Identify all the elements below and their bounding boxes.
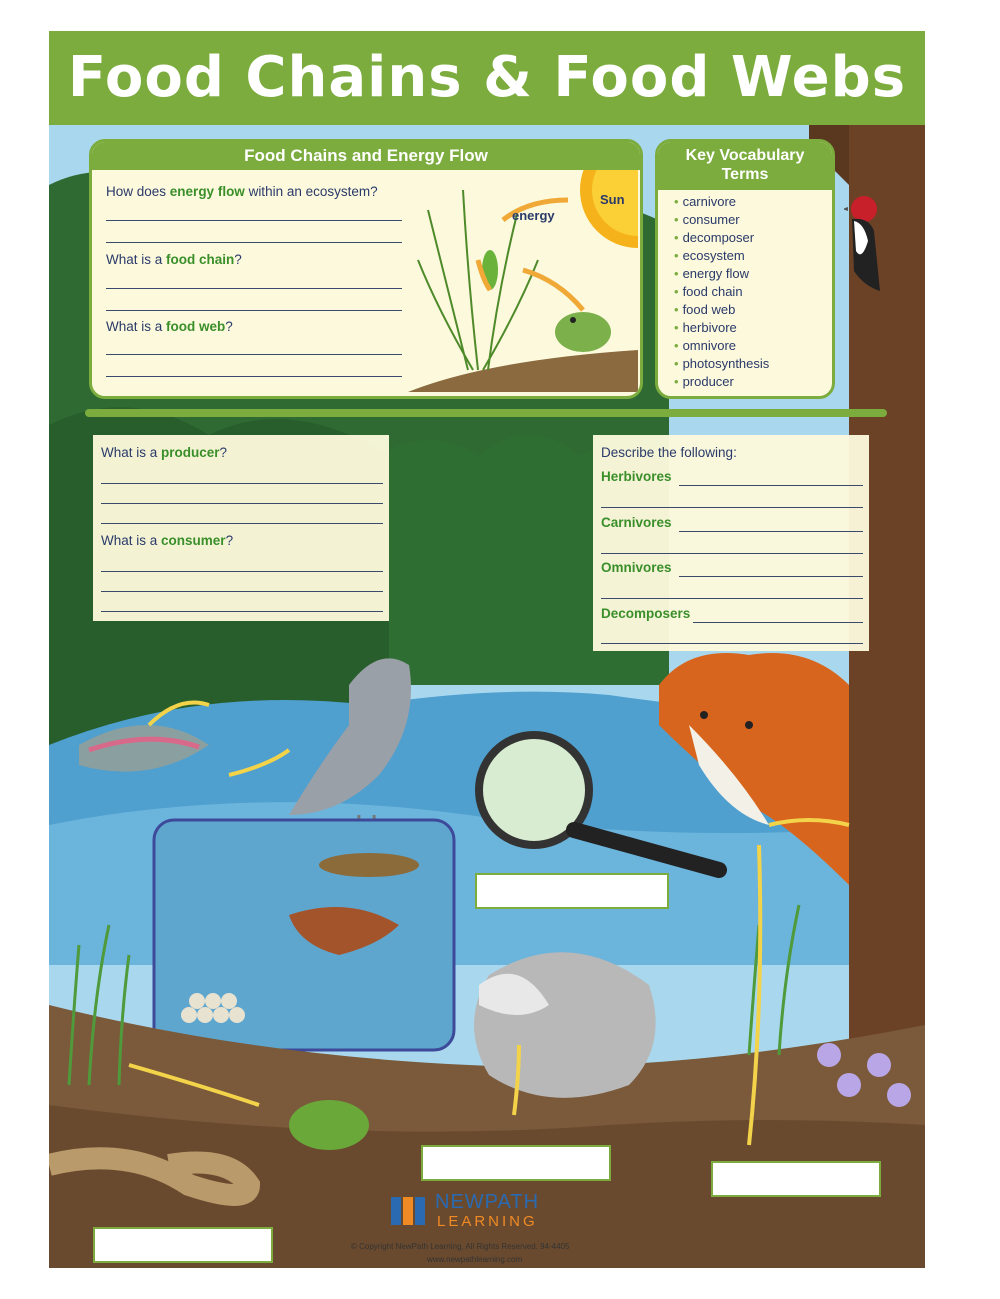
herbivores-label: Herbivores — [601, 469, 672, 484]
newpath-logo — [389, 1191, 579, 1231]
logo-line2: LEARNING — [437, 1213, 538, 1230]
answer-line[interactable] — [679, 485, 863, 486]
decomposers-label: Decomposers — [601, 606, 691, 621]
energy-label: energy — [512, 208, 555, 223]
vocab-term: • energy flow — [674, 266, 749, 281]
energy-flow-panel — [89, 139, 643, 399]
energy-flow-question: How does energy flow within an ecosystem? — [106, 184, 378, 199]
website-url: www.newpathlearning.com — [427, 1255, 523, 1264]
book-logo-icon — [389, 1193, 429, 1229]
food-web-question: What is a food web? — [106, 319, 233, 334]
answer-line[interactable] — [601, 553, 863, 554]
consumer-question: What is a consumer? — [101, 533, 234, 548]
answer-line[interactable] — [106, 354, 402, 355]
answer-line[interactable] — [101, 571, 383, 572]
poster — [49, 31, 925, 1268]
describe-panel — [593, 435, 869, 651]
poster-title: Food Chains & Food Webs — [67, 45, 907, 110]
logo-line1: NEWPATH — [435, 1191, 540, 1213]
sun-label: Sun — [600, 192, 625, 207]
answer-line[interactable] — [601, 598, 863, 599]
answer-line[interactable] — [101, 611, 383, 612]
vocabulary-panel — [655, 139, 835, 399]
section-divider — [85, 409, 887, 417]
vocab-term: • ecosystem — [674, 248, 745, 263]
answer-line[interactable] — [101, 591, 383, 592]
describe-heading: Describe the following: — [601, 445, 737, 460]
woodpecker-image — [844, 191, 894, 301]
answer-line[interactable] — [106, 242, 402, 243]
blank-label-box-raccoon[interactable] — [421, 1145, 611, 1181]
energy-flow-heading: Food Chains and Energy Flow — [92, 142, 640, 170]
answer-line[interactable] — [693, 622, 863, 623]
answer-line[interactable] — [601, 507, 863, 508]
answer-line[interactable] — [101, 483, 383, 484]
vocab-term: • omnivore — [674, 338, 736, 353]
vocab-term: • producer — [674, 374, 734, 389]
answer-line[interactable] — [679, 531, 863, 532]
blank-label-box-snake[interactable] — [93, 1227, 273, 1263]
copyright-text: © Copyright NewPath Learning. All Rights Reserved. 94-4405 — [351, 1242, 570, 1251]
carnivores-label: Carnivores — [601, 515, 672, 530]
answer-line[interactable] — [601, 643, 863, 644]
producer-consumer-panel — [93, 435, 389, 621]
answer-line[interactable] — [106, 220, 402, 221]
vocabulary-heading: Key Vocabulary Terms — [658, 142, 832, 190]
title-bar — [49, 31, 925, 125]
answer-line[interactable] — [106, 376, 402, 377]
vocab-term: • carnivore — [674, 194, 736, 209]
producer-question: What is a producer? — [101, 445, 228, 460]
vocab-term: • food web — [674, 302, 735, 317]
answer-line[interactable] — [679, 576, 863, 577]
vocab-term: • photosynthesis — [674, 356, 769, 371]
vocab-term: • food chain — [674, 284, 743, 299]
vocab-term: • herbivore — [674, 320, 737, 335]
answer-line[interactable] — [106, 310, 402, 311]
blank-label-box-decomposer[interactable] — [475, 873, 669, 909]
vocab-term: • decomposer — [674, 230, 754, 245]
answer-line[interactable] — [101, 523, 383, 524]
food-chain-question: What is a food chain? — [106, 252, 242, 267]
answer-line[interactable] — [106, 288, 402, 289]
omnivores-label: Omnivores — [601, 560, 672, 575]
answer-line[interactable] — [101, 503, 383, 504]
vocab-term: • consumer — [674, 212, 740, 227]
blank-label-box-chipmunk[interactable] — [711, 1161, 881, 1197]
